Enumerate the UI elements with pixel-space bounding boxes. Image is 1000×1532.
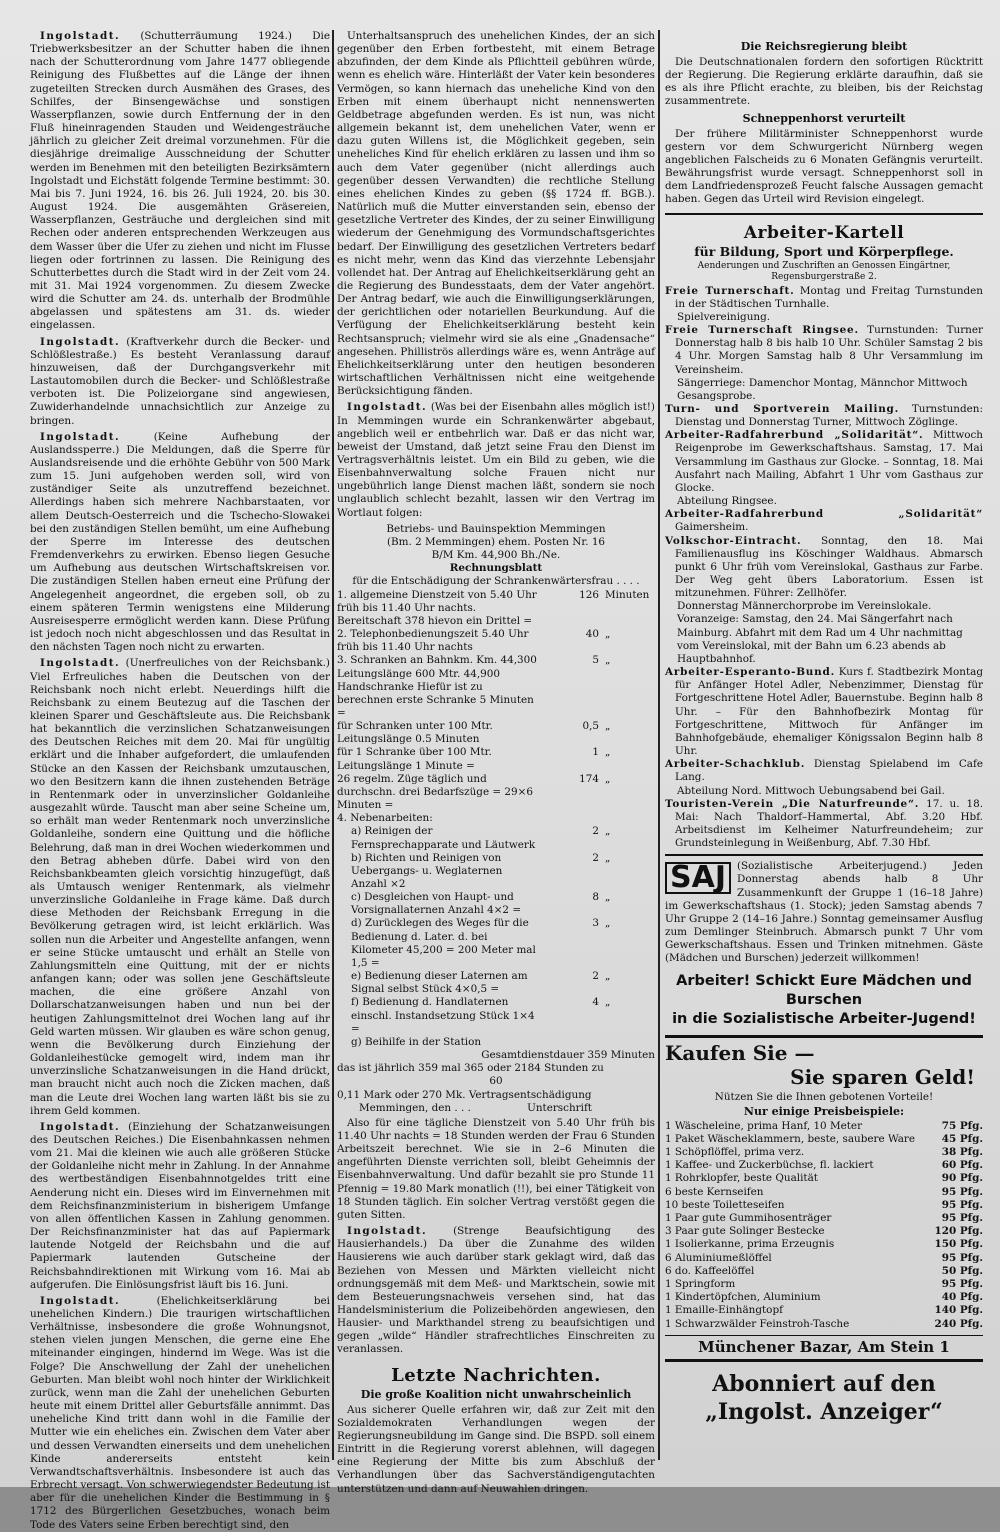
row-unit: „ (605, 628, 611, 641)
price-row (665, 1186, 983, 1199)
section-heading-last-news: Letzte Nachrichten. (391, 1364, 601, 1386)
article-paragraph (30, 30, 330, 333)
row-value: 2 (592, 970, 599, 983)
article-text: (Einziehung der Schatzanweisungen des Deutschen Reiches.) Die Eisenbahnkassen nehmen vom 21. Mai die kleinen wie auch alle größeren Stücke der Goldanleihe nicht mehr in Zahlung. In der Annahme des wertbeständigen Eisenbahnnotgeldes tritt eine Aenderung nicht ein. Dieses wird im Einvernehmen mit dem Reichsfinanzministerium in bisherigem Umfange von allen öffentlichen Kassen in Zahlung genommen. Der Reichsfinanzminister hat das auf Papiermark lautende Notgeld der Reichsbahn und die auf Papiermark lautenden Gutscheine der Reichsbahndirektionen mit Wirkung vom 16. Mai ab aufgerufen. Die Einlösungsfrist läuft bis 16. Juni. (30, 1120, 330, 1291)
news-headline: Die Reichsregierung bleibt (740, 40, 908, 53)
row-unit (599, 812, 655, 825)
article-paragraph (30, 1295, 330, 1532)
event-item (665, 508, 983, 534)
dateline: Ingolstadt. (40, 335, 121, 348)
row-text: d) Zurücklegen des Weges für die Bedienung d. Later. d. bei Kilometer 45,200 = 200 Meter mal 1,5 = (351, 917, 536, 969)
dateline: Ingolstadt. (40, 430, 121, 443)
price-value: 95 Pfg. (941, 1251, 983, 1264)
event-org: Freie Turnerschaft. (665, 284, 795, 297)
ad-footer: Münchener Bazar, Am Stein 1 (665, 1335, 983, 1356)
event-item (665, 377, 983, 403)
price-value: 95 Pfg. (941, 1211, 983, 1224)
invoice-row (337, 852, 655, 891)
row-unit: „ (605, 917, 611, 930)
calc-line: das ist jährlich 359 mal 365 oder 2184 Stunden zu (337, 1062, 604, 1075)
article-paragraph: Der frühere Militärminister Schneppenhorst wurde gestern vor dem Schwurgericht Nürnberg wegen angeblichen Falscheids zu 6 Monaten Gefängnis verurteilt. Bewährungsfrist wurde versagt. Schneppenhorst soll in dem Landfriedensprozeß Feucht falsche Aussagen gemacht haben. Gegen das Urteil wird Revision eingelegt. (665, 127, 983, 206)
price-item: 1 Schwarzwälder Feinstroh-Tasche (665, 1317, 850, 1330)
event-item (665, 785, 983, 798)
article-paragraph (30, 431, 330, 655)
news-headline: Schneppenhorst verurteilt (742, 111, 906, 125)
event-text: Abteilung Ringsee. (677, 495, 777, 508)
article-paragraph (30, 1121, 330, 1292)
calc-divisor: 60 (489, 1075, 503, 1088)
row-value: 8 (592, 891, 599, 904)
callout-line: Arbeiter! Schickt Eure Mädchen und Burschen (676, 972, 972, 1008)
row-text: 3. Schranken an Bahnkm. Km. 44,300 Leitungslänge 600 Mtr. 44,900 Handschranke Hiefür ist zu berechnen erste Schranke 5 Minuten = (337, 654, 537, 719)
event-text: Montag und Freitag Turnstunden in der Städtischen Turnhalle. (675, 284, 984, 310)
event-item (665, 403, 983, 429)
price-row (665, 1212, 983, 1225)
event-text: Mittwoch Reigenprobe im Gewerkschaftshaus. Samstag, 17. Mai Versammlung im Gasthaus zur Glocke. – Sonntag, 18. Mai Ausfahrt nach Mailing, Abfahrt 1 Uhr vom Gasthaus zur Glocke. (675, 429, 983, 494)
column-left (30, 30, 330, 1531)
saj-notice (665, 860, 983, 965)
ad-intro: Nützen Sie die Ihnen gebotenen Vorteile! (714, 1090, 934, 1103)
row-value: 1 (592, 746, 599, 759)
row-unit: „ (605, 891, 611, 904)
event-text: Abteilung Nord. Mittwoch Uebungsabend bei Gail. (677, 784, 945, 797)
row-text: g) Beihilfe in der Station (351, 1035, 482, 1048)
signature-line: Memmingen, den . . . Unterschrift (359, 1101, 592, 1114)
row-text: für Schranken unter 100 Mtr. Leitungslänge 0.5 Minuten (337, 720, 493, 746)
price-value: 38 Pfg. (941, 1145, 983, 1158)
doc-header-line: Betriebs- und Bauinspektion Memmingen (386, 522, 606, 535)
price-row (665, 1225, 983, 1238)
price-row (665, 1238, 983, 1251)
price-item: 6 Aluminiumeßlöffel (665, 1251, 772, 1264)
price-item: 1 Schöpflöffel, prima verz. (665, 1145, 805, 1158)
article-paragraph: Unterhaltsanspruch des unehelichen Kindes, der an sich gegenüber den Erben fortbesteht, mit einem Betrage abzufinden, der dem Kinde als Pflichtteil gebühren würde, wenn es ehelich wäre. Hinterläßt der Vater kein besonderes Vermögen, so kann hiernach das uneheliche Kind von den Erben mit einem überhaupt nicht nennenswerten Geldbetrage abgefunden werden. Es ist nun, was nicht allgemein bekannt ist, dem unehelichen Vater, wenn er dazu guten Willens ist, die Möglichkeit gegeben, sein uneheliches Kind für ehelich erklären zu lassen und ihm so auch dem Vater gegenüber (nicht allerdings auch gegenüber dessen Verwandten) die rechtliche Stellung eines ehelichen Kindes zu geben (§§ 1724 ff. BGB.). Natürlich muß die Mutter einverstanden sein, ebenso der gesetzliche Vertreter des Kindes, der zu seiner Einwilligung wiederum der Genehmigung des Vormundschaftsgerichtes bedarf. Der Einwilligung des gesetzlichen Vertreters bedarf es nicht mehr, wenn das Kind das vierzehnte Lebensjahr vollendet hat. Der Antrag auf Ehelichkeitserklärung geht an die Regierung des Bundesstaats, dem der Vater angehört. Der Antrag bedarf, wie auch die Einwilligungserklärungen, der gerichtlichen oder notariellen Beurkundung. Auf die Verfügung der Ehelichkeitserklärung besteht kein Rechtsanspruch; vielmehr wird sie als eine „Gnadensache“ angesehen. Philliströs allerdings wäre es, wenn Anträge auf Ehelichkeitserklärung unter den heutigen besonderen wirtschaftlichen Verhältnissen nicht eine weitgehende Berücksichtigung fänden. (337, 30, 655, 398)
article-paragraph (30, 657, 330, 1117)
column-rule (332, 30, 334, 1460)
ad-headline: Sie sparen Geld! (790, 1064, 975, 1089)
price-value: 45 Pfg. (941, 1132, 983, 1145)
article-text: (Unerfreuliches von der Reichsbank.) Viel Erfreuliches haben die Deutschen von der Reichsbank noch nicht erlebt. Neuerdings hilft die Reichsbank zu einem Beutezug auf die Taschen der kleinen Sparer und Geschäftsleute aus. Die Reichsbank hat bekanntlich die verzinslichen Schatzanweisungen des Deutschen Reiches mit dem 20. Mai für ungültig erklärt und die Inhaber aufgefordert, die umlaufenden Stücke an den Kassen der Reichsbank umzutauschen, wo den Besitzern kann die ihnen zustehenden Beträge in Rentenmark oder in unverzinslicher Goldanleihe ausgezahlt würde. Tauscht man aber seine Scheine um, so erhält man weder Rentenmark noch unverzinsliche Goldanleihe, sondern eine Quittung und die höfliche Belehrung, daß man in drei Wochen wiederkommen und den Betrag abheben dürfe. Dabei wird von den Reichsbankbeamten gleich vorsichtig hinzugefügt, daß als Umtausch weniger Rentenmark, als vielmehr unverzinsliche Goldanleihe in Frage käme. Daß durch diese Methoden der Reichsbank Erregung in die Bevölkerung getragen wird, ist leicht erklärlich. Was sollen nun die Arbeiter und Angestellte anfangen, wenn er seine Stücke umtauscht und erhält an Stelle von Zahlungsmitteln eine Quittung, mit der er nichts anfangen kann; oder was sollen jene Geschäftsleute machen, die eine größere Anzahl von Dollarschatzanweisungen haben und nun bei der heutigen Zahlungsmittelnot drei Wochen lang auf ihr Geld warten müssen. Wir glauben es wäre schon genug, wenn die Bevölkerung durch Einziehung der Goldanleihestücke gemogelt wird, indem man ihr unverzinsliche Schatzanweisungen in die Hand drückt, man braucht nicht auch noch die Zicken machen, daß man die Leute drei Wochen lang warten läßt bis sie zu ihrem Geld kommen. (30, 657, 330, 1117)
dateline: Ingolstadt. (347, 1225, 428, 1238)
arbeiter-kartell-box (665, 213, 983, 857)
price-item: 1 Isolierkanne, prima Erzeugnis (665, 1238, 835, 1251)
doc-header-line: B/M Km. 44,900 Bh./Ne. (431, 549, 561, 562)
price-item: 1 Emaille-Einhängtopf (665, 1304, 783, 1317)
column-middle (337, 30, 655, 1495)
price-item: 6 do. Kaffeelöffel (665, 1264, 755, 1277)
doc-header-line: (Bm. 2 Memmingen) ehem. Posten Nr. 16 (386, 535, 606, 548)
invoice-row (337, 891, 655, 917)
price-value: 240 Pfg. (934, 1317, 983, 1330)
price-value: 75 Pfg. (941, 1119, 983, 1132)
event-item (665, 758, 983, 784)
subscription-banner (665, 1370, 983, 1426)
row-text: 2. Telephonbedienungszeit 5.40 Uhr früh bis 11.40 Uhr nachts (337, 628, 529, 654)
event-org: Freie Turnerschaft Ringsee. (665, 324, 859, 337)
price-value: 50 Pfg. (941, 1264, 983, 1277)
event-item (665, 798, 983, 851)
row-value: 2 (592, 825, 599, 838)
row-text: e) Bedienung dieser Laternen am Signal selbst Stück 4×0,5 = (351, 970, 528, 996)
row-unit: „ (605, 996, 611, 1009)
price-item: 1 Paket Wäscheklammern, beste, saubere Ware (665, 1132, 916, 1145)
event-org: Arbeiter-Radfahrerbund „Solidarität“ (665, 508, 983, 521)
row-value (537, 812, 599, 825)
event-org: Volkschor-Eintracht. (665, 534, 802, 547)
price-list (665, 1120, 983, 1331)
event-org: Arbeiter-Radfahrerbund „Solidarität“. (665, 429, 924, 442)
row-unit: „ (605, 720, 611, 733)
total-line: Gesamtdienstdauer 359 Minuten (481, 1049, 655, 1062)
news-headline: Die große Koalition nicht unwahrscheinlich (360, 1387, 632, 1401)
price-row (665, 1291, 983, 1304)
dateline: Ingolstadt. (40, 657, 121, 670)
row-value: 40 (585, 628, 599, 641)
row-unit: „ (605, 654, 611, 667)
row-unit: „ (605, 772, 611, 785)
article-text: (Kraftverkehr durch die Becker- und Schlößlestraße.) Es besteht Veranlassung darauf hinzuweisen, daß der Durchgangsverkehr mit Lastautomobilen durch die Becker- und Schlößlestraße verboten ist. Die Polizeiorgane sind angewiesen, Zuwiderhandelnde unnachsichtlich zur Anzeige zu bringen. (30, 335, 330, 427)
column-right (665, 38, 983, 1478)
article-text: (Was bei der Eisenbahn alles möglich ist!) In Memmingen wurde ein Schrankenwärter abgebaut, angeblich weil er entbehrlich war. Daß er das nicht war, beweist der Umstand, daß jetzt seine Frau den Dienst im Vertragsverhältnis leistet. Um ein Bild zu geben, wie die Eisenbahnverwaltung solche Frauen nicht nur ungebührlich lange Dienst machen läßt, sondern sie noch unglaublich schlecht bezahlt, lassen wir den Vertrag im Wortlaut folgen: (337, 401, 655, 519)
row-unit: „ (605, 970, 611, 983)
event-item (665, 600, 983, 666)
doc-title: Rechnungsblatt (449, 562, 543, 575)
row-value: 126 (579, 588, 599, 601)
dateline: Ingolstadt. (40, 1120, 121, 1133)
invoice-row (337, 996, 655, 1035)
event-org: Touristen-Verein „Die Naturfreunde“. (665, 797, 920, 810)
rate-line: 0,11 Mark oder 270 Mk. Vertragsentschädigung (337, 1088, 592, 1101)
article-text: (Keine Aufhebung der Auslandssperre.) Die Meldungen, daß die Sperre für Auslandsreisende und die erhöhte Gebühr von 500 Mark zum 15. Juni aufgehoben werden soll, wird von zuständiger Seite als unzutreffend bezeichnet. Allerdings haben sich mehrere Nachbarstaaten, vor allem Deutsch-Oesterreich und die Tschecho-Slowakei bei den zuständigen Stellen bemüht, um eine Aufhebung der Sperre im Interesse des deutschen Fremdenverkehrs zu erwirken. Ebenso liegen Gesuche um Aufhebung aus deutschen Wirtschaftskreisen vor. Die zuständigen Stellen haben erneut eine Prüfung der Angelegenheit angeordnet, die ergeben soll, ob zu einem späteren Termin wenigstens eine Milderung Ausreisesperre ermöglicht werden kann. Diese Prüfung ist jedoch noch nicht abgeschlossen und das Resultat in den nächsten Tagen noch nicht zu erwarten. (30, 430, 330, 654)
event-item (665, 324, 983, 377)
row-unit: „ (605, 851, 611, 864)
price-value: 95 Pfg. (941, 1277, 983, 1290)
price-row (665, 1120, 983, 1133)
event-text: Donnerstag Männerchorprobe im Vereinslokale. Voranzeige: Samstag, den 24. Mai Sängerfahrt nach Mainburg. Abfahrt mit dem Rad um 4 Uhr nachmittag vom Vereinslokal, mit der Bahn um 6.23 abends ab Hauptbahnhof. (677, 600, 963, 665)
article-paragraph (337, 401, 655, 519)
youth-callout (665, 972, 983, 1029)
kartell-note: Aenderungen und Zuschriften an Genossen Eingärtner, Regensburgerstraße 2. (697, 260, 951, 282)
invoice-row (337, 917, 655, 970)
article-text: (Schutterräumung 1924.) Die Triebwerksbesitzer an der Schutter haben die ihnen nach der Schutterordnung vom Jahre 1477 obliegende Reinigung des Flußbettes auf die Länge der ihnen zugeteilten Strecken durch Ausmähen des Grases, des Schilfes, der Binsengewächse und sonstigen Wasserpflanzen, sowie durch Entfernung der in den Fluß hineinragenden Stauden und Weidengesträuche jährlich zu gleicher Zeit dreimal vorzunehmen. Für die diesjährige dreimalige Ausschneidung der Schutter werden im Benehmen mit den beteiligten Bezirksämtern Ingolstadt und Eichstätt folgende Termine bestimmt: 30. Mai bis 7. Juni 1924, 16. bis 26. Juli 1924, 20. bis 30. August 1924. Die ausgemähten Gräsereien, Wasserpflanzen, Gesträuche und dergleichen sind mit Rechen oder anderen entsprechenden Werkzeugen aus dem Wasser über die Ufer zu ziehen und nicht im Flusse liegen oder fortrinnen zu lassen. Die Reinigung des Schutterbettes durch die Stadt wird in der Zeit vom 24. mit 31. Mai 1924 vorgenommen. Zu diesem Zwecke wird die Schutter am 24. ds. unterhalb der Brodmühle abgelassen und spätestens am 31. ds. wieder eingelassen. (30, 30, 330, 332)
row-unit: Minuten (605, 588, 650, 601)
invoice-row (337, 746, 655, 772)
event-org: Turn- und Sportverein Mailing. (665, 402, 900, 415)
row-unit: „ (605, 825, 611, 838)
article-paragraph (30, 336, 330, 428)
saj-text: (Sozialistische Arbeiterjugend.) Jeden Donnerstag abends halb 8 Uhr Zusammenkunft der Gruppe 1 (16–18 Jahre) im Gewerkschaftshaus (1. Stock); jeden Samstag abends 7 Uhr Gruppe 2 (14–16 Jahre.) Sonntag gemeinsamer Ausflug zum Demlinger Steinbruch. Abmarsch punkt 7 Uhr vom Gewerkschaftshaus. Essen und Trinken mitnehmen. Gäste (Mädchen und Burschen) jederzeit willkommen! (665, 860, 983, 965)
event-item (665, 535, 983, 601)
price-row (665, 1304, 983, 1317)
saj-logo: SAJ (665, 862, 731, 894)
invoice-row (337, 720, 655, 746)
event-text: Spielvereinigung. (677, 310, 771, 323)
ad-section-title: Nur einige Preisbeispiele: (743, 1104, 905, 1118)
event-text: Kurs f. Stadtbezirk Montag für Anfänger Hotel Adler, Nebenzimmer, Dienstag für Fortgeschrittene Hotel Adler, Bauernstube. Beginn halb 8 Uhr. – Für den Bahnhofbezirk Montag für Fortgeschrittene, Mittwoch für Anfänger im Bahnhofgebäude, ehemaliger Königssalon Beginn halb 8 Uhr. (675, 666, 983, 758)
price-item: 1 Kaffee- und Zuckerbüchse, fl. lackiert (665, 1159, 874, 1172)
event-list (665, 285, 983, 851)
price-row (665, 1265, 983, 1278)
invoice-document (337, 523, 655, 1115)
dateline: Ingolstadt. (40, 30, 121, 42)
price-row (665, 1199, 983, 1212)
invoice-row (337, 589, 655, 628)
invoice-row (337, 1036, 655, 1049)
event-text: 17. u. 18. Mai: Nach Thaldorf–Hammertal, Abf. 3.20 Hbf. Arbeitsdienst im Kelheimer Naturfreundeheim; zur Grundsteinlegung in Weißenburg, Abf. 7.30 Hbf. (675, 797, 983, 850)
dateline: Ingolstadt. (40, 1294, 121, 1307)
row-value: 2 (592, 851, 599, 864)
price-value: 140 Pfg. (934, 1304, 983, 1317)
price-item: 6 beste Kernseifen (665, 1185, 764, 1198)
dateline: Ingolstadt. (347, 401, 428, 414)
invoice-row (337, 825, 655, 851)
row-text: a) Reinigen der Fernsprechapparate und Läutwerk (351, 825, 536, 851)
price-row (665, 1146, 983, 1159)
event-item (665, 429, 983, 495)
event-item (665, 495, 983, 508)
price-item: 1 Wäscheleine, prima Hanf, 10 Meter (665, 1119, 863, 1132)
kartell-subtitle: für Bildung, Sport und Körperpflege. (694, 243, 954, 259)
event-org: Arbeiter-Esperanto-Bund. (665, 666, 835, 679)
row-unit: „ (605, 746, 611, 759)
article-paragraph: Aus sicherer Quelle erfahren wir, daß zur Zeit mit den Sozialdemokraten Verhandlungen wegen der Regierungsneubildung im Gange sind. Die BSPD. soll einem Eintritt in die Regierung vorerst ablehnen, will dagegen eine Regierung der Mitte bis zum Abschluß der Verhandlungen über das Sachverständigengutachten unterstützen und dann auf Neuwahlen dringen. (337, 1403, 655, 1495)
price-value: 150 Pfg. (934, 1238, 983, 1251)
price-value: 120 Pfg. (934, 1225, 983, 1238)
price-value: 90 Pfg. (941, 1172, 983, 1185)
row-value: 0,5 (582, 720, 599, 733)
row-text: b) Richten und Reinigen von Uebergangs- u. Weglaternen Anzahl ×2 (351, 851, 503, 890)
kartell-title: Arbeiter-Kartell (743, 222, 905, 243)
row-text: f) Bedienung d. Handlaternen einschl. Instandsetzung Stück 1×4 = (351, 996, 535, 1035)
abo-line: Abonniert auf den (712, 1370, 936, 1397)
event-text: Sängerriege: Damenchor Montag, Männchor Mittwoch Gesangsprobe. (677, 376, 968, 402)
article-paragraph: Die Deutschnationalen fordern den sofortigen Rücktritt der Regierung. Die Regierung erklärte daraufhin, daß sie es als ihre Pflicht erachte, zu bleiben, bis der Reichstag zusammentrete. (665, 56, 983, 108)
invoice-row (337, 812, 655, 825)
price-value: 60 Pfg. (941, 1159, 983, 1172)
invoice-rows (337, 589, 655, 1049)
article-text: (Ehelichkeitserklärung bei unehelichen Kindern.) Die traurigen wirtschaftlichen Verhältnisse, insbesondere die große Wohnungsnot, stehen vielen jungen Menschen, die gerne eine Ehe miteinander eingingen, hindernd im Wege. Was ist die Folge? Die Anschwellung der Zahl der unehelichen Geburten. Man bleibt wohl noch hinter der Wirklichkeit zurück, wenn man die Zahl der unehelichen Geburten heute mit einem Drittel aller Geburtsfälle annimmt. Das uneheliche Kind tritt dann wohl in die Familie der Mutter wie ein eheliches ein. Zwischen dem Vater aber und dessen Verwandten einerseits und dem unehelichen Kinde andererseits entsteht kein Verwandtschaftsverhältnis. Insbesondere ist auch das Erbrecht versagt. Von schwerwiegendster Bedeutung ist aber für die unehelichen Kinder die Bestimmung in § 1712 des Bürgerlichen Gesetzbuches, wonach beim Tode des Vaters seine Erben berechtigt sind, den (30, 1294, 330, 1531)
price-value: 40 Pfg. (941, 1291, 983, 1304)
row-value: 174 (579, 772, 599, 785)
price-row (665, 1159, 983, 1172)
event-org: Arbeiter-Schachklub. (665, 758, 806, 771)
price-row (665, 1278, 983, 1291)
event-text: Dienstag Spielabend im Cafe Lang. (675, 758, 983, 784)
event-text: Turnstunden: Dienstag und Donnerstag Turner, Mittwoch Zöglinge. (675, 402, 983, 429)
article-paragraph: Also für eine tägliche Dienstzeit von 5.40 Uhr früh bis 11.40 Uhr nachts = 18 Stunden werden der Frau 6 Stunden Arbeitszeit berechnet. Wie sie in 2–6 Minuten die angeführten Dienste verrichten soll, bleibt Geheimnis der Eisenbahnverwaltung. Und dafür bezahlt sie pro Stunde 11 Pfennig = 19.80 Mark monatlich (!!), bei einer Tätigkeit von 18 Stunden täglich. Ein solcher Vertrag verstößt gegen die guten Sitten. (337, 1116, 655, 1221)
callout-line: in die Sozialistische Arbeiter-Jugend! (672, 1010, 976, 1027)
bazar-advertisement (665, 1035, 983, 1362)
event-item (665, 311, 983, 324)
price-item: 1 Kindertöpfchen, Aluminium (665, 1291, 821, 1304)
column-rule (658, 30, 660, 1460)
price-value: 95 Pfg. (941, 1185, 983, 1198)
article-text: (Strenge Beaufsichtigung des Hausierhandels.) Da über die Zunahme des wilden Hausierens wie auch darüber stark geklagt wird, daß das Beziehen von Messen und Märkten vielleicht nicht ordnungsgemäß mit dem Meß- und Marktschein, sowie mit dem Besteuerungsnachweis versehen sind, hat das Handelsministerium die Polizeibehörden angewiesen, den Hausier- und Markthandel streng zu beaufsichtigen und gegen „wilde“ Händler strafrechtliches Einschreiten zu veranlassen. (337, 1225, 655, 1356)
ad-headline: Kaufen Sie — (665, 1040, 815, 1065)
row-value: 4 (592, 996, 599, 1009)
invoice-row (337, 773, 655, 812)
price-row (665, 1133, 983, 1146)
row-text: 1. allgemeine Dienstzeit von 5.40 Uhr früh bis 11.40 Uhr nachts. Bereitschaft 378 hievon ein Drittel = (337, 588, 537, 627)
price-item: 1 Rohrklopfer, beste Qualität (665, 1172, 818, 1185)
event-item (665, 666, 983, 758)
event-item (665, 285, 983, 311)
row-text: 26 regelm. Züge täglich und durchschn. drei Bedarfszüge = 29×6 Minuten = (337, 772, 533, 812)
row-text: für 1 Schranke über 100 Mtr. Leitungslänge 1 Minute = (337, 746, 492, 772)
price-value: 95 Pfg. (941, 1198, 983, 1211)
invoice-row (337, 970, 655, 996)
article-paragraph (337, 1225, 655, 1357)
row-text: 4. Nebenarbeiten: (337, 812, 433, 825)
doc-subtitle: für die Entschädigung der Schrankenwärtersfrau . . . . (352, 575, 640, 588)
price-row (665, 1252, 983, 1265)
price-item: 1 Paar gute Gummihosenträger (665, 1211, 832, 1224)
invoice-row (337, 654, 655, 720)
row-text: c) Desgleichen von Haupt- und Vorsignallaternen Anzahl 4×2 = (351, 891, 522, 917)
row-unit (599, 1036, 655, 1049)
row-value: 3 (592, 917, 599, 930)
row-value (537, 1036, 599, 1049)
price-item: 3 Paar gute Solinger Bestecke (665, 1225, 825, 1238)
invoice-row (337, 628, 655, 654)
price-row (665, 1172, 983, 1185)
abo-line: „Ingolst. Anzeiger“ (705, 1398, 943, 1425)
price-row (665, 1318, 983, 1331)
event-text: Turnstunden: Turner Donnerstag halb 8 bis halb 10 Uhr. Schüler Samstag 2 bis 4 Uhr. Morgen Samstag halb 8 Uhr Versammlung im Vereinsheim. (675, 324, 983, 376)
row-value: 5 (592, 654, 599, 667)
price-item: 1 Springform (665, 1277, 736, 1290)
event-text: Sonntag, den 18. Mai Familienausflug ins Köschinger Waldhaus. Abmarsch punkt 6 Uhr früh vom Vereinslokal, Gasthaus zur Farbe. Der Weg geht übers Laboratorium. Essen ist mitzunehmen. Führer: Zellhöfer. (675, 534, 983, 600)
price-item: 10 beste Toiletteseifen (665, 1198, 785, 1211)
event-text: Gaimersheim. (675, 521, 749, 534)
